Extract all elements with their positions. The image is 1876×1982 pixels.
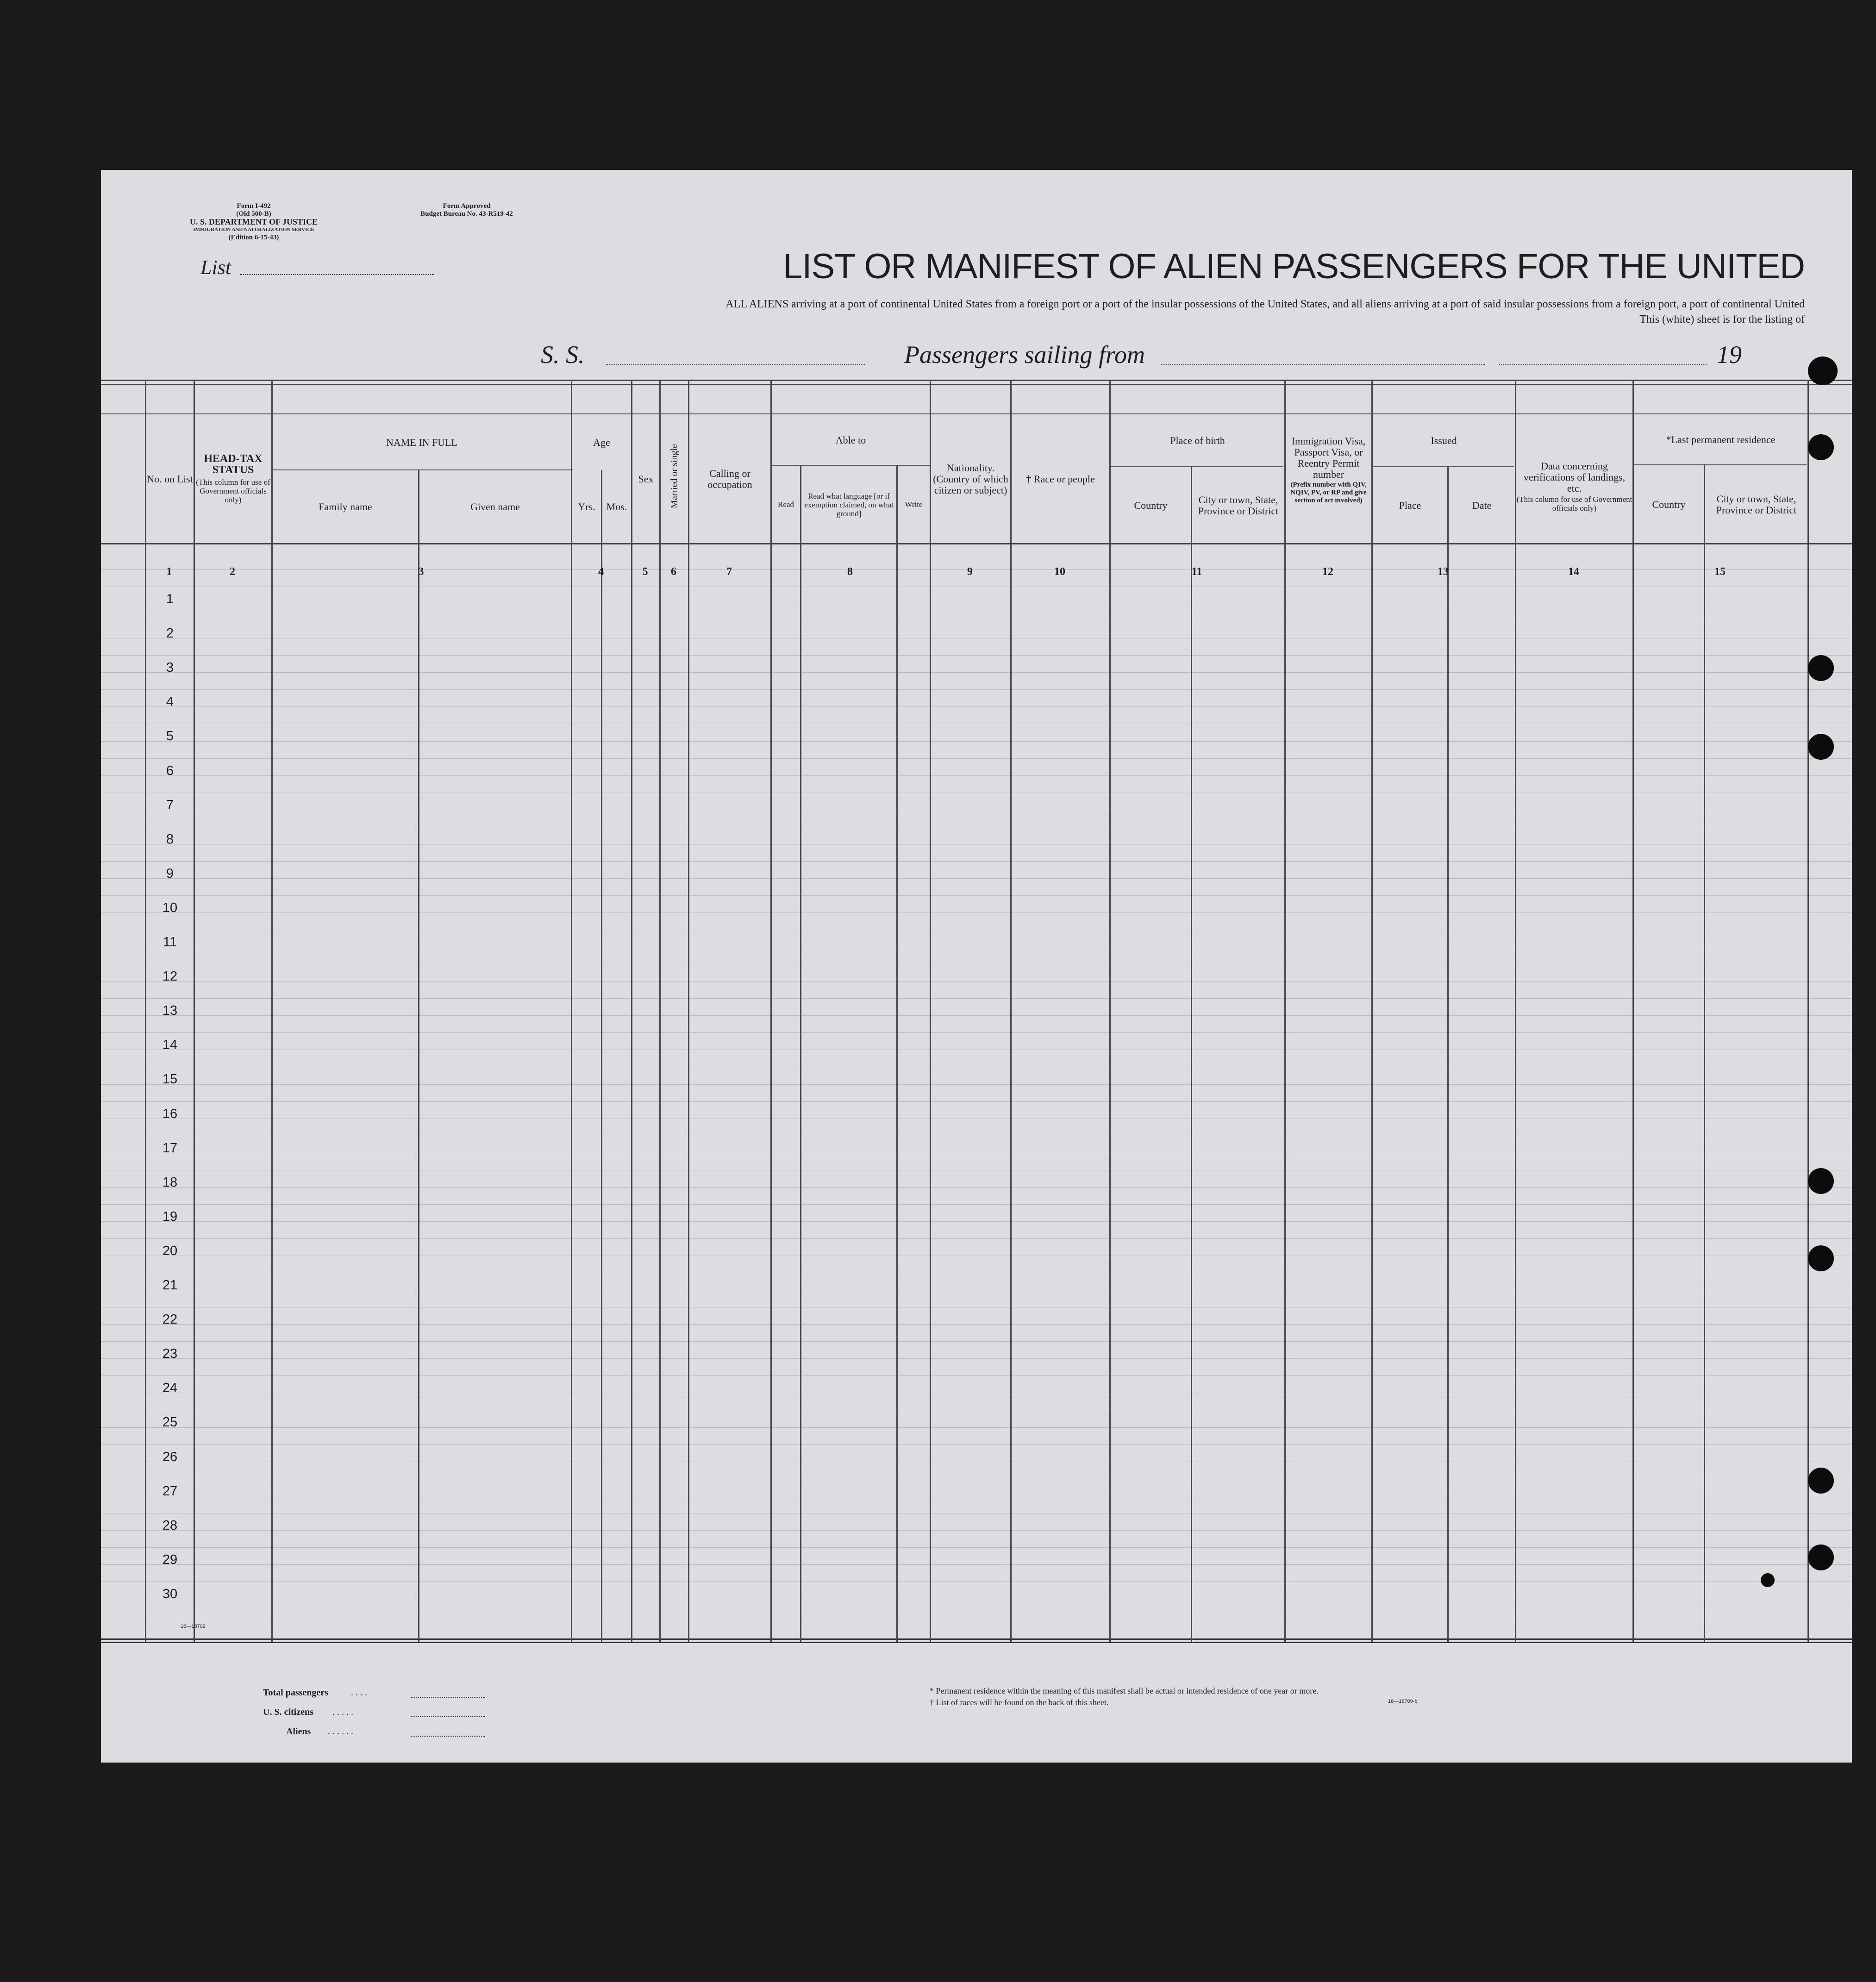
colnum-11: 11 (1191, 566, 1202, 578)
subtitle-line-2: This (white) sheet is for the listing of (1639, 313, 1805, 325)
footnote-races: † List of races will be found on the back of this sheet. (930, 1698, 1109, 1707)
header-birth-country: Country (1134, 499, 1168, 511)
approval-block (397, 202, 536, 218)
header-given-name: Given name (470, 501, 520, 513)
header-residence-country: Country (1652, 498, 1686, 510)
issued-subheader-line (1372, 466, 1514, 467)
list-label: List (200, 256, 231, 279)
row-number: 28 (162, 1518, 178, 1533)
header-head-tax-note: (This column for use of Government officials only) (196, 478, 270, 504)
row-rule (101, 655, 1852, 656)
row-number: 29 (162, 1552, 178, 1567)
row-number: 8 (166, 832, 174, 847)
total-passengers-label: Total passengers (263, 1688, 328, 1698)
colnum-2: 2 (230, 566, 235, 578)
row-number: 5 (166, 729, 174, 744)
row-rule (101, 1101, 1852, 1102)
us-citizens-label: U. S. citizens (263, 1707, 313, 1717)
row-number: 27 (162, 1484, 178, 1499)
header-head-tax: HEAD-TAX STATUS (204, 453, 263, 476)
header-data-note: (This column for use of Government officials only) (1516, 495, 1632, 513)
row-number: 2 (166, 626, 174, 641)
service-name: IMMIGRATION AND NATURALIZATION SERVICE (193, 227, 314, 232)
row-number: 21 (162, 1278, 178, 1293)
header-residence-city: City or town, State, Province or District (1716, 493, 1797, 516)
header-no-on-list: No. on List (147, 473, 193, 485)
row-number: 3 (166, 660, 174, 675)
row-number: 24 (162, 1381, 178, 1395)
row-number: 7 (166, 798, 174, 813)
row-number: 17 (162, 1141, 178, 1156)
row-rule (101, 878, 1852, 879)
manifest-sheet (101, 170, 1852, 1763)
row-number: 19 (162, 1209, 178, 1224)
header-name-in-full: NAME IN FULL (386, 436, 457, 448)
row-number: 23 (162, 1346, 178, 1361)
colnum-5: 5 (642, 566, 648, 578)
row-number: 11 (163, 935, 177, 950)
punch-hole (1808, 1168, 1834, 1194)
colnum-8: 8 (847, 566, 853, 578)
row-rule (101, 758, 1852, 759)
header-place-of-birth: Place of birth (1170, 435, 1225, 446)
row-rule (101, 895, 1852, 896)
colnum-1: 1 (166, 566, 172, 578)
punch-hole (1808, 1245, 1834, 1271)
header-calling: Calling or occupation (707, 468, 752, 490)
header-read: Read (778, 500, 794, 509)
punch-hole (1808, 655, 1834, 681)
row-number: 4 (166, 694, 174, 709)
us-citizens-field[interactable] (411, 1716, 485, 1717)
row-number: 20 (162, 1244, 178, 1258)
header-nationality: Nationality. (Country of which citizen or subject) (933, 462, 1008, 496)
row-number: 14 (162, 1038, 178, 1052)
able-to-subheader-line (771, 465, 931, 466)
row-number: 12 (162, 969, 178, 984)
header-last-residence: *Last permanent residence (1666, 434, 1776, 445)
row-number: 16 (162, 1107, 178, 1121)
row-number: 18 (162, 1175, 178, 1190)
col-line-16 (1807, 381, 1809, 1642)
row-rule (101, 998, 1852, 999)
row-rule (101, 1358, 1852, 1359)
form-number: Form I-492 (237, 202, 271, 210)
date-field[interactable] (1499, 364, 1707, 365)
row-rule (101, 1032, 1852, 1033)
birth-subheader-line (1110, 466, 1283, 467)
header-write: Write (905, 500, 923, 509)
row-rule (101, 1084, 1852, 1085)
header-visa-note: (Prefix number with QIV, NQIV, PV, or RP and give section of act involved) (1290, 481, 1367, 504)
row-rule (101, 981, 1852, 982)
table-top-border (101, 380, 1852, 381)
colnum-9: 9 (967, 566, 973, 578)
print-code-left: 16—18709 (181, 1624, 206, 1629)
row-number: 25 (162, 1415, 178, 1430)
edition: (Edition 6-15-43) (228, 234, 279, 241)
punch-hole (1761, 1573, 1775, 1587)
table-bottom-border (101, 1638, 1852, 1640)
row-rule (101, 1427, 1852, 1428)
row-rule (101, 1238, 1852, 1239)
col-line-8b (800, 465, 801, 1642)
colnum-4: 4 (598, 566, 604, 578)
name-subheader-line (272, 469, 573, 470)
row-rule (101, 672, 1852, 673)
row-rule (101, 689, 1852, 690)
form-id-block (170, 202, 337, 242)
residence-subheader-line (1633, 464, 1807, 465)
col-line-3b (418, 470, 419, 1642)
header-married-cell (661, 415, 688, 543)
header-issued: Issued (1431, 435, 1457, 446)
table-top-border-inner (101, 384, 1852, 385)
col-line-13b (1447, 466, 1449, 1642)
header-family-name: Family name (319, 501, 372, 513)
row-number: 13 (162, 1003, 178, 1018)
approval-line: Form Approved (443, 202, 491, 210)
aliens-leader: . . . . . . (328, 1726, 353, 1737)
colnum-13: 13 (1438, 566, 1449, 578)
col-line-11b (1191, 466, 1192, 1642)
budget-bureau-line: Budget Bureau No. 43-R519-42 (420, 210, 513, 218)
row-number: 15 (162, 1072, 178, 1087)
punch-hole (1808, 734, 1834, 760)
punch-hole (1808, 1544, 1834, 1570)
row-rule (101, 861, 1852, 862)
row-rule (101, 1204, 1852, 1205)
colnum-6: 6 (671, 566, 676, 578)
header-age: Age (593, 436, 610, 448)
header-bottom-border (101, 543, 1852, 544)
aliens-field[interactable] (411, 1736, 485, 1737)
column-number-divider (101, 413, 1852, 414)
header-yrs: Yrs. (578, 501, 595, 513)
row-number: 22 (162, 1312, 178, 1327)
header-issued-place: Place (1399, 499, 1421, 511)
row-rule (101, 1341, 1852, 1342)
row-number: 26 (162, 1450, 178, 1464)
header-mos: Mos. (606, 501, 627, 513)
aliens-label: Aliens (286, 1726, 311, 1737)
row-rule (101, 1015, 1852, 1016)
row-number: 30 (162, 1587, 178, 1601)
punch-hole (1808, 356, 1838, 385)
header-sex: Sex (638, 473, 654, 485)
header-immigration-visa: Immigration Visa, Passport Visa, or Reentry Permit number (1291, 435, 1366, 480)
row-rule (101, 1547, 1852, 1548)
footnote-residence: * Permanent residence within the meaning of this manifest shall be actual or intended residence of one year or more. (930, 1686, 1319, 1695)
row-rule (101, 1187, 1852, 1188)
header-able-to: Able to (835, 434, 866, 446)
table-bottom-border-inner (101, 1642, 1852, 1643)
subtitle-line-1: ALL ALIENS arriving at a port of continental United States from a foreign port or a port of the insular possessions of the United States, and all aliens arriving at a port of said insular possessions from a foreign port, a port of continental United (725, 298, 1805, 310)
row-rule (101, 775, 1852, 776)
colnum-10: 10 (1054, 566, 1065, 578)
ss-label: S. S. (541, 341, 585, 369)
department-name: U. S. DEPARTMENT OF JUSTICE (189, 217, 318, 226)
colnum-14: 14 (1568, 566, 1579, 578)
punch-hole (1808, 434, 1834, 460)
header-issued-date: Date (1472, 499, 1492, 511)
port-field[interactable] (1161, 364, 1485, 365)
row-rule (101, 1324, 1852, 1325)
ship-name-field[interactable] (606, 364, 865, 365)
old-number: (Old 500-B) (236, 210, 271, 218)
row-rule (101, 1444, 1852, 1445)
col-line-8c (896, 465, 898, 1642)
header-married: Married or single (669, 444, 680, 508)
row-number: 9 (166, 866, 174, 881)
us-citizens-leader: . . . . . (332, 1707, 353, 1717)
colnum-12: 12 (1322, 566, 1333, 578)
total-passengers-field[interactable] (411, 1697, 485, 1698)
col-line-15b (1704, 464, 1705, 1642)
row-number: 10 (162, 900, 178, 915)
row-rule (101, 1530, 1852, 1531)
header-race: † Race or people (1026, 473, 1095, 485)
row-number: 1 (166, 592, 174, 606)
colnum-3: 3 (418, 566, 424, 578)
print-code-right: 16—18709-b (1388, 1699, 1418, 1704)
row-rule (101, 1221, 1852, 1222)
row-number: 6 (166, 763, 174, 778)
colnum-7: 7 (726, 566, 732, 578)
list-number-field[interactable] (240, 274, 434, 275)
col-line-4b (601, 470, 602, 1642)
row-rule (101, 1564, 1852, 1565)
punch-hole (1808, 1468, 1834, 1494)
header-data-concerning: Data concerning verifications of landings, etc. (1523, 460, 1626, 494)
total-passengers-leader: . . . . (351, 1688, 367, 1698)
colnum-15: 15 (1714, 566, 1726, 578)
year-prefix: 19 (1717, 341, 1742, 369)
row-rule (101, 741, 1852, 742)
header-read-language: Read what language [or if exemption claimed, on what ground] (804, 491, 894, 518)
sailing-label: Passengers sailing from (904, 341, 1145, 369)
header-birth-city: City or town, State, Province or District (1198, 494, 1279, 517)
page-title: LIST OR MANIFEST OF ALIEN PASSENGERS FOR THE UNITED (783, 247, 1805, 286)
